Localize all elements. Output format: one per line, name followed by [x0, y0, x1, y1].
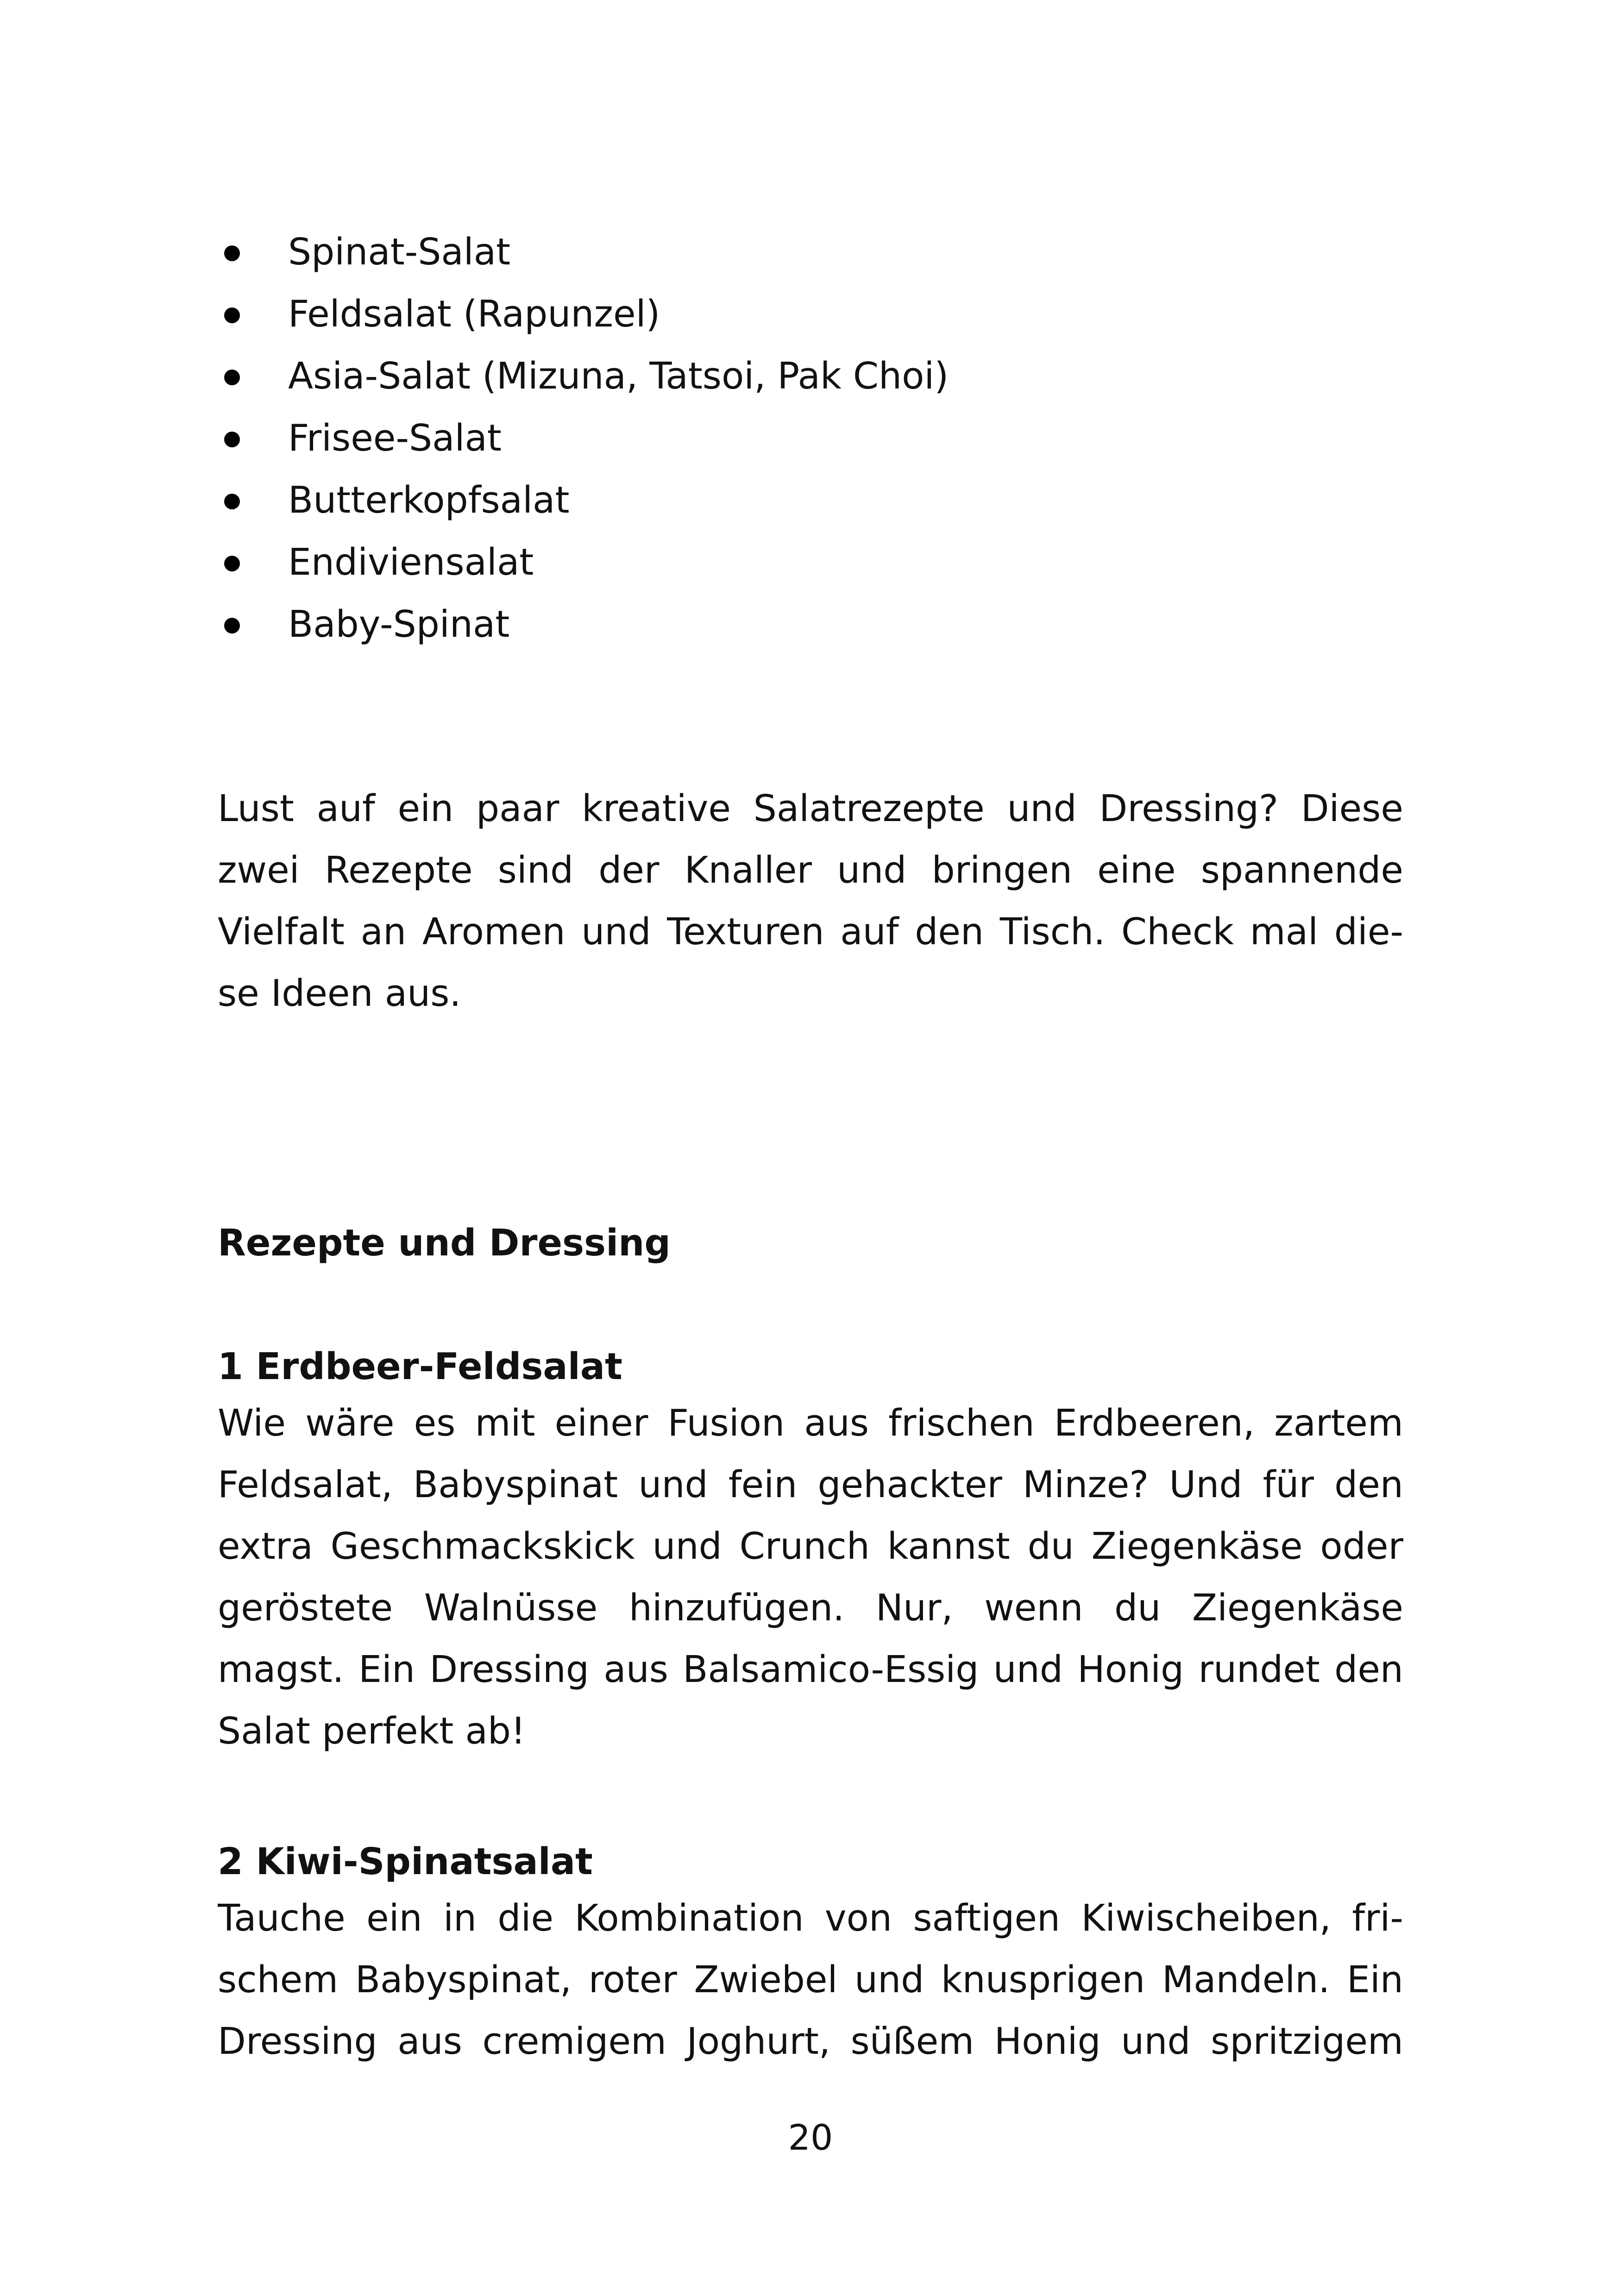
recipe-title: 1 Erdbeer-Feldsalat	[218, 1345, 622, 1388]
list-item	[218, 474, 1422, 536]
bullet-icon	[224, 494, 240, 509]
paragraph-line: Wie wäre es mit einer Fusion aus frischen Erdbeeren, zartem	[218, 1402, 1403, 1444]
list-item	[218, 598, 1422, 660]
list-item	[218, 350, 1422, 412]
recipe-description	[218, 1397, 1403, 1767]
paragraph-line: extra Geschmackskick und Crunch kannst du Ziegenkäse oder	[218, 1525, 1403, 1568]
bullet-icon	[224, 245, 240, 261]
recipe-description	[218, 1892, 1403, 2077]
list-item-text: Endiviensalat	[288, 541, 534, 583]
list-item-text: Butterkopfsalat	[288, 479, 570, 521]
bullet-icon	[224, 370, 240, 385]
list-item	[218, 288, 1422, 350]
list-item-text: Spinat-Salat	[288, 231, 511, 273]
paragraph-line: magst. Ein Dressing aus Balsamico-Essig und Honig rundet den	[218, 1648, 1403, 1691]
paragraph-line: zwei Rezepte sind der Knaller und bringen eine spannende	[218, 849, 1403, 891]
paragraph-line: Feldsalat, Babyspinat und fein gehackter Minze? Und für den	[218, 1463, 1403, 1506]
salad-varieties-list	[218, 226, 1422, 660]
section-heading: Rezepte und Dressing	[218, 1222, 671, 1264]
list-item-text: Baby-Spinat	[288, 603, 510, 646]
page-number: 20	[788, 2117, 833, 2158]
list-item-text: Asia-Salat (Mizuna, Tatsoi, Pak Choi)	[288, 355, 949, 397]
list-item	[218, 536, 1422, 598]
bullet-icon	[224, 556, 240, 571]
intro-paragraph	[218, 783, 1403, 1029]
list-item-text: Frisee-Salat	[288, 417, 502, 459]
paragraph-line: schem Babyspinat, roter Zwiebel und knusprigen Mandeln. Ein	[218, 1958, 1403, 2001]
paragraph-line: Lust auf ein paar kreative Salatrezepte und Dressing? Diese	[218, 787, 1403, 830]
paragraph-line: Salat perfekt ab!	[218, 1710, 526, 1752]
recipe-title: 2 Kiwi-Spinatsalat	[218, 1840, 593, 1883]
paragraph-line: geröstete Walnüsse hinzufügen. Nur, wenn du Ziegenkäse	[218, 1587, 1403, 1629]
paragraph-line: Dressing aus cremigem Joghurt, süßem Honig und spritzigem	[218, 2020, 1403, 2063]
paragraph-line: Vielfalt an Aromen und Texturen auf den Tisch. Check mal die-	[218, 910, 1403, 953]
bullet-icon	[224, 618, 240, 634]
paragraph-line: se Ideen aus.	[218, 972, 461, 1015]
bullet-icon	[224, 432, 240, 447]
list-item-text: Feldsalat (Rapunzel)	[288, 293, 660, 335]
list-item	[218, 226, 1422, 288]
list-item	[218, 412, 1422, 474]
paragraph-line: Tauche ein in die Kombination von saftigen Kiwischeiben, fri-	[218, 1897, 1403, 1939]
bullet-icon	[224, 307, 240, 323]
